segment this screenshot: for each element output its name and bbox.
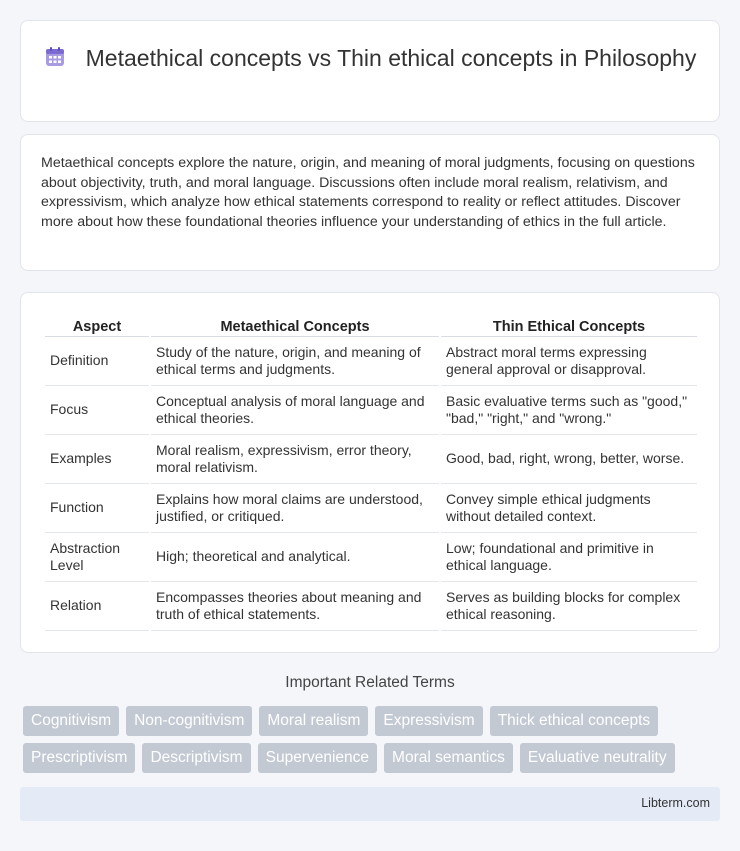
- row-metaethical: Study of the nature, origin, and meaning of ethical terms and judgments.: [151, 337, 439, 386]
- table-row: [45, 386, 697, 435]
- table-row: [45, 533, 697, 582]
- comparison-table: [43, 315, 699, 631]
- row-metaethical: High; theoretical and analytical.: [151, 533, 439, 582]
- tag-thick-ethical-concepts[interactable]: Thick ethical concepts: [490, 706, 659, 736]
- table-row: [45, 582, 697, 631]
- title-card: [20, 20, 720, 122]
- row-metaethical: Moral realism, expressivism, error theory, moral relativism.: [151, 435, 439, 484]
- table-row: [45, 484, 697, 533]
- row-thin: Good, bad, right, wrong, better, worse.: [441, 435, 697, 484]
- tag-row: [23, 706, 713, 736]
- tag-expressivism[interactable]: Expressivism: [375, 706, 482, 736]
- row-aspect: Function: [45, 484, 149, 533]
- table-header-row: [45, 315, 697, 337]
- row-thin: Convey simple ethical judgments without detailed context.: [441, 484, 697, 533]
- tag-descriptivism[interactable]: Descriptivism: [142, 743, 250, 773]
- row-aspect: Definition: [45, 337, 149, 386]
- row-aspect: Relation: [45, 582, 149, 631]
- table-row: [45, 435, 697, 484]
- page-title: [21, 43, 719, 73]
- tag-row: [23, 743, 713, 773]
- row-thin: Basic evaluative terms such as "good," "bad," "right," and "wrong.": [441, 386, 697, 435]
- row-metaethical: Conceptual analysis of moral language and ethical theories.: [151, 386, 439, 435]
- footer: [20, 787, 720, 821]
- row-thin: Serves as building blocks for complex ethical reasoning.: [441, 582, 697, 631]
- row-thin: Abstract moral terms expressing general approval or disapproval.: [441, 337, 697, 386]
- row-aspect: Examples: [45, 435, 149, 484]
- calendar-icon: [44, 46, 66, 68]
- page-title-text: Metaethical concepts vs Thin ethical concepts in Philosophy: [85, 45, 697, 71]
- intro-paragraph: Metaethical concepts explore the nature, origin, and meaning of moral judgments, focusing on questions about objectivity, truth, and moral language. Discussions often include moral realism, relativism, and expressivism, which analyze how ethical statements correspond to reality or reflect attitudes. Discover more about how these foundational theories influence your understanding of ethics in the full article.: [41, 155, 695, 230]
- footer-site-link[interactable]: Libterm.com: [641, 796, 710, 810]
- tag-cognitivism[interactable]: Cognitivism: [23, 706, 119, 736]
- row-metaethical: Encompasses theories about meaning and truth of ethical statements.: [151, 582, 439, 631]
- table-row: [45, 337, 697, 386]
- header-metaethical: Metaethical Concepts: [151, 315, 439, 337]
- tag-non-cognitivism[interactable]: Non-cognitivism: [126, 706, 252, 736]
- tag-supervenience[interactable]: Supervenience: [258, 743, 377, 773]
- header-thin: Thin Ethical Concepts: [441, 315, 697, 337]
- intro-card: [20, 134, 720, 271]
- header-aspect: Aspect: [45, 315, 149, 337]
- tag-evaluative-neutrality[interactable]: Evaluative neutrality: [520, 743, 675, 773]
- comparison-card: [20, 292, 720, 653]
- tag-moral-semantics[interactable]: Moral semantics: [384, 743, 513, 773]
- row-thin: Low; foundational and primitive in ethical language.: [441, 533, 697, 582]
- row-aspect: Focus: [45, 386, 149, 435]
- related-terms-heading: Important Related Terms: [285, 674, 455, 691]
- related-terms-list: [23, 706, 713, 780]
- tag-prescriptivism[interactable]: Prescriptivism: [23, 743, 135, 773]
- tag-moral-realism[interactable]: Moral realism: [259, 706, 368, 736]
- row-aspect: Abstraction Level: [45, 533, 149, 582]
- row-metaethical: Explains how moral claims are understood, justified, or critiqued.: [151, 484, 439, 533]
